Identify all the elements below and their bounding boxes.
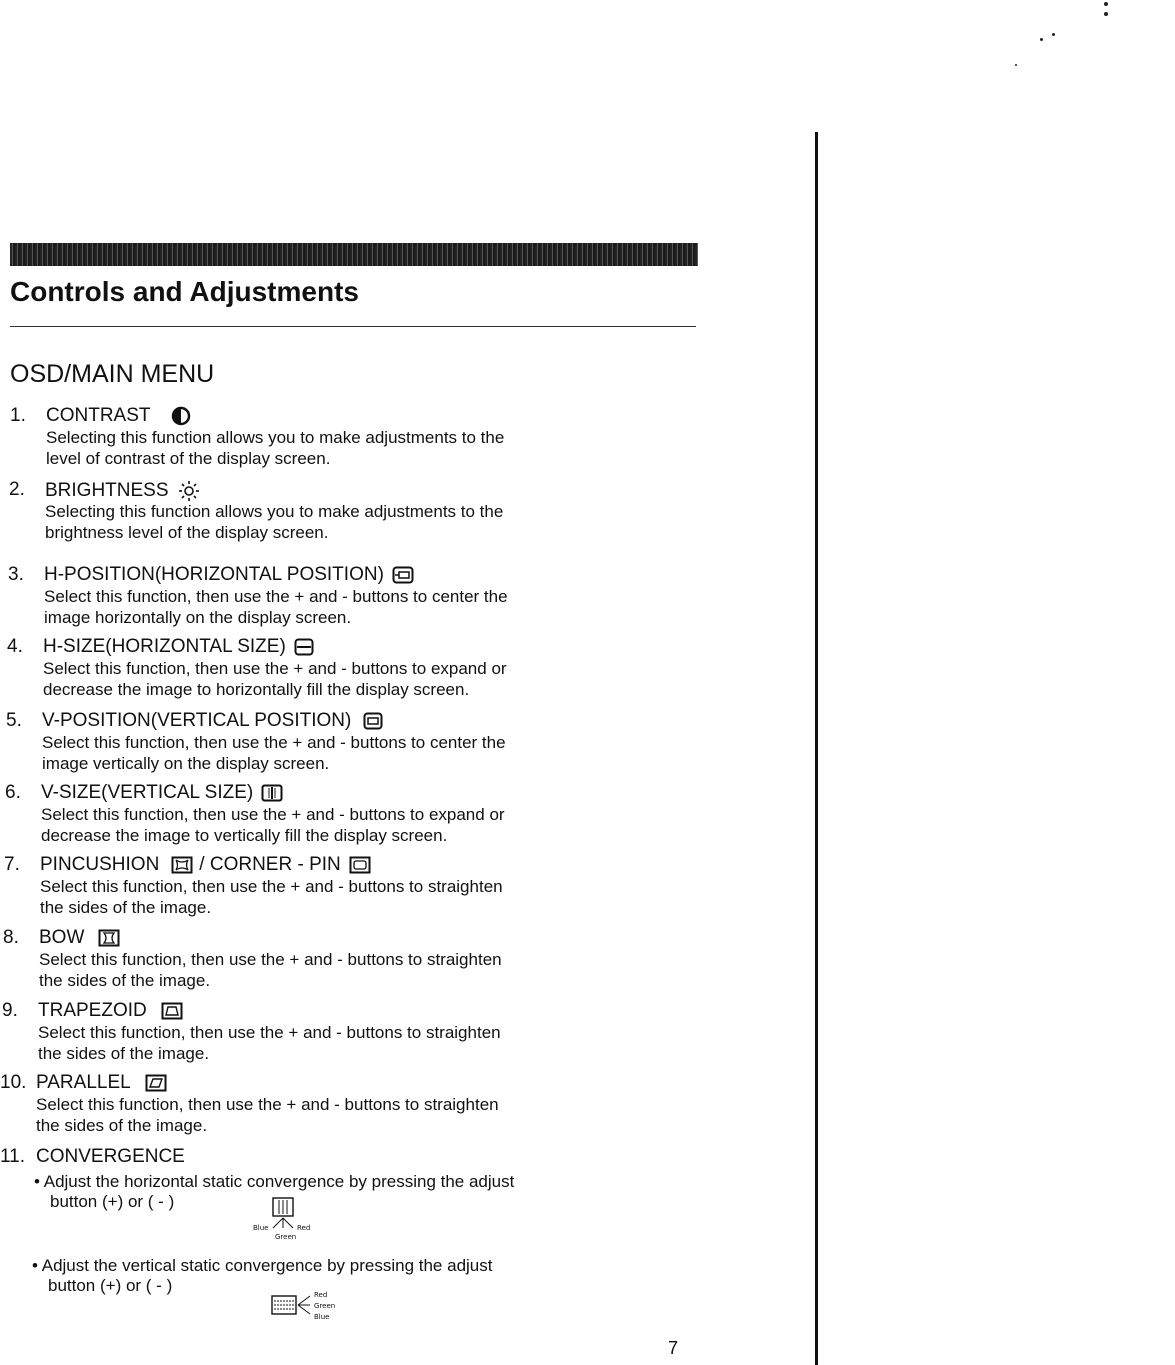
- scan-speck: [1040, 38, 1043, 41]
- item-desc-line: decrease the image to horizontally fill the display screen.: [43, 680, 470, 699]
- item-desc-line: Select this function, then use the + and - buttons to straighten: [38, 1023, 501, 1042]
- item-label: CONTRAST: [46, 405, 151, 426]
- convergence-label-green: Green: [275, 1233, 297, 1241]
- convergence-vertical-text: [32, 1256, 492, 1296]
- item-desc-line: Select this function, then use the + and - buttons to straighten: [40, 877, 503, 896]
- scan-speck: [1052, 33, 1055, 36]
- pincushion-icon: [171, 856, 193, 874]
- item-label: BRIGHTNESS: [45, 480, 169, 502]
- item-desc-line: Selecting this function allows you to make adjustments to the: [46, 428, 505, 447]
- item-desc-line: image horizontally on the display screen.: [44, 608, 352, 627]
- convergence-label-blue: Blue: [253, 1224, 269, 1232]
- corner-pin-icon: [349, 856, 371, 874]
- brightness-icon: [177, 479, 201, 503]
- h-size-icon: [294, 638, 314, 656]
- scan-speck: [1015, 64, 1017, 66]
- item-desc-line: Select this function, then use the + and - buttons to expand or: [43, 659, 507, 678]
- section-heading: OSD/MAIN MENU: [10, 360, 215, 388]
- item-label: PINCUSHION: [40, 854, 160, 875]
- item-number: 9.: [2, 1000, 18, 1021]
- item-desc-line: Select this function, then use the + and - buttons to straighten: [39, 950, 502, 969]
- item-desc-line: Selecting this function allows you to make adjustments to the: [45, 502, 504, 521]
- page-number: 7: [668, 1338, 679, 1358]
- v-size-icon: [261, 784, 283, 802]
- scan-speck: [1104, 2, 1108, 6]
- parallel-icon: [145, 1074, 167, 1092]
- convergence-label-green: Green: [314, 1302, 336, 1310]
- contrast-icon: [171, 406, 191, 426]
- convergence-line: • Adjust the vertical static convergence by pressing the adjust: [32, 1256, 493, 1275]
- page-edge-rule: [815, 132, 818, 1365]
- item-desc-line: the sides of the image.: [36, 1116, 208, 1135]
- item-number: 3.: [8, 564, 24, 585]
- trapezoid-icon: [161, 1002, 183, 1020]
- item-number: 6.: [5, 782, 21, 803]
- item-desc-line: the sides of the image.: [40, 898, 212, 917]
- title-divider: [10, 326, 696, 327]
- item-desc-line: level of contrast of the display screen.: [46, 449, 331, 468]
- item-desc-line: brightness level of the display screen.: [45, 523, 329, 542]
- convergence-line: button (+) or ( - ): [50, 1192, 175, 1211]
- item-desc-line: decrease the image to vertically fill the display screen.: [41, 826, 448, 845]
- h-position-icon: [392, 566, 414, 584]
- item-number: 11.: [0, 1146, 26, 1167]
- item-label: V-POSITION(VERTICAL POSITION): [42, 710, 352, 731]
- convergence-label-red: Red: [314, 1291, 328, 1299]
- item-desc-line: Select this function, then use the + and - buttons to center the: [42, 733, 506, 752]
- v-position-icon: [363, 712, 383, 730]
- item-label: H-SIZE(HORIZONTAL SIZE): [43, 636, 286, 657]
- item-number: 5.: [6, 710, 22, 731]
- item-number: 2.: [9, 479, 25, 500]
- item-label: BOW: [39, 927, 85, 948]
- item-number: 1.: [10, 405, 26, 426]
- item-label: CONVERGENCE: [36, 1146, 185, 1167]
- item-label-secondary: / CORNER - PIN: [199, 854, 341, 875]
- item-label: TRAPEZOID: [38, 1000, 147, 1021]
- item-desc-line: image vertically on the display screen.: [42, 754, 330, 773]
- convergence-line: • Adjust the horizontal static convergence by pressing the adjust: [34, 1172, 515, 1191]
- convergence-label-red: Red: [297, 1224, 311, 1232]
- horizontal-convergence-diagram: [245, 1196, 335, 1242]
- item-number: 4.: [7, 636, 23, 657]
- item-number: 7.: [4, 854, 20, 875]
- item-desc-line: Select this function, then use the + and - buttons to straighten: [36, 1095, 499, 1114]
- item-desc-line: Select this function, then use the + and - buttons to center the: [44, 587, 508, 606]
- vertical-convergence-diagram: [270, 1288, 360, 1324]
- item-desc-line: the sides of the image.: [39, 971, 211, 990]
- convergence-label-blue: Blue: [314, 1313, 330, 1321]
- item-desc-line: the sides of the image.: [38, 1044, 210, 1063]
- page-title: Controls and Adjustments: [10, 276, 359, 307]
- bow-icon: [98, 929, 120, 947]
- convergence-line: button (+) or ( - ): [48, 1276, 173, 1295]
- scan-speck: [1104, 12, 1108, 16]
- item-number: 8.: [3, 927, 19, 948]
- header-bar: [10, 243, 698, 266]
- item-number: 10.: [0, 1072, 27, 1093]
- item-label: H-POSITION(HORIZONTAL POSITION): [44, 564, 384, 585]
- item-desc-line: Select this function, then use the + and - buttons to expand or: [41, 805, 505, 824]
- item-label: V-SIZE(VERTICAL SIZE): [41, 782, 254, 803]
- item-label: PARALLEL: [36, 1072, 131, 1093]
